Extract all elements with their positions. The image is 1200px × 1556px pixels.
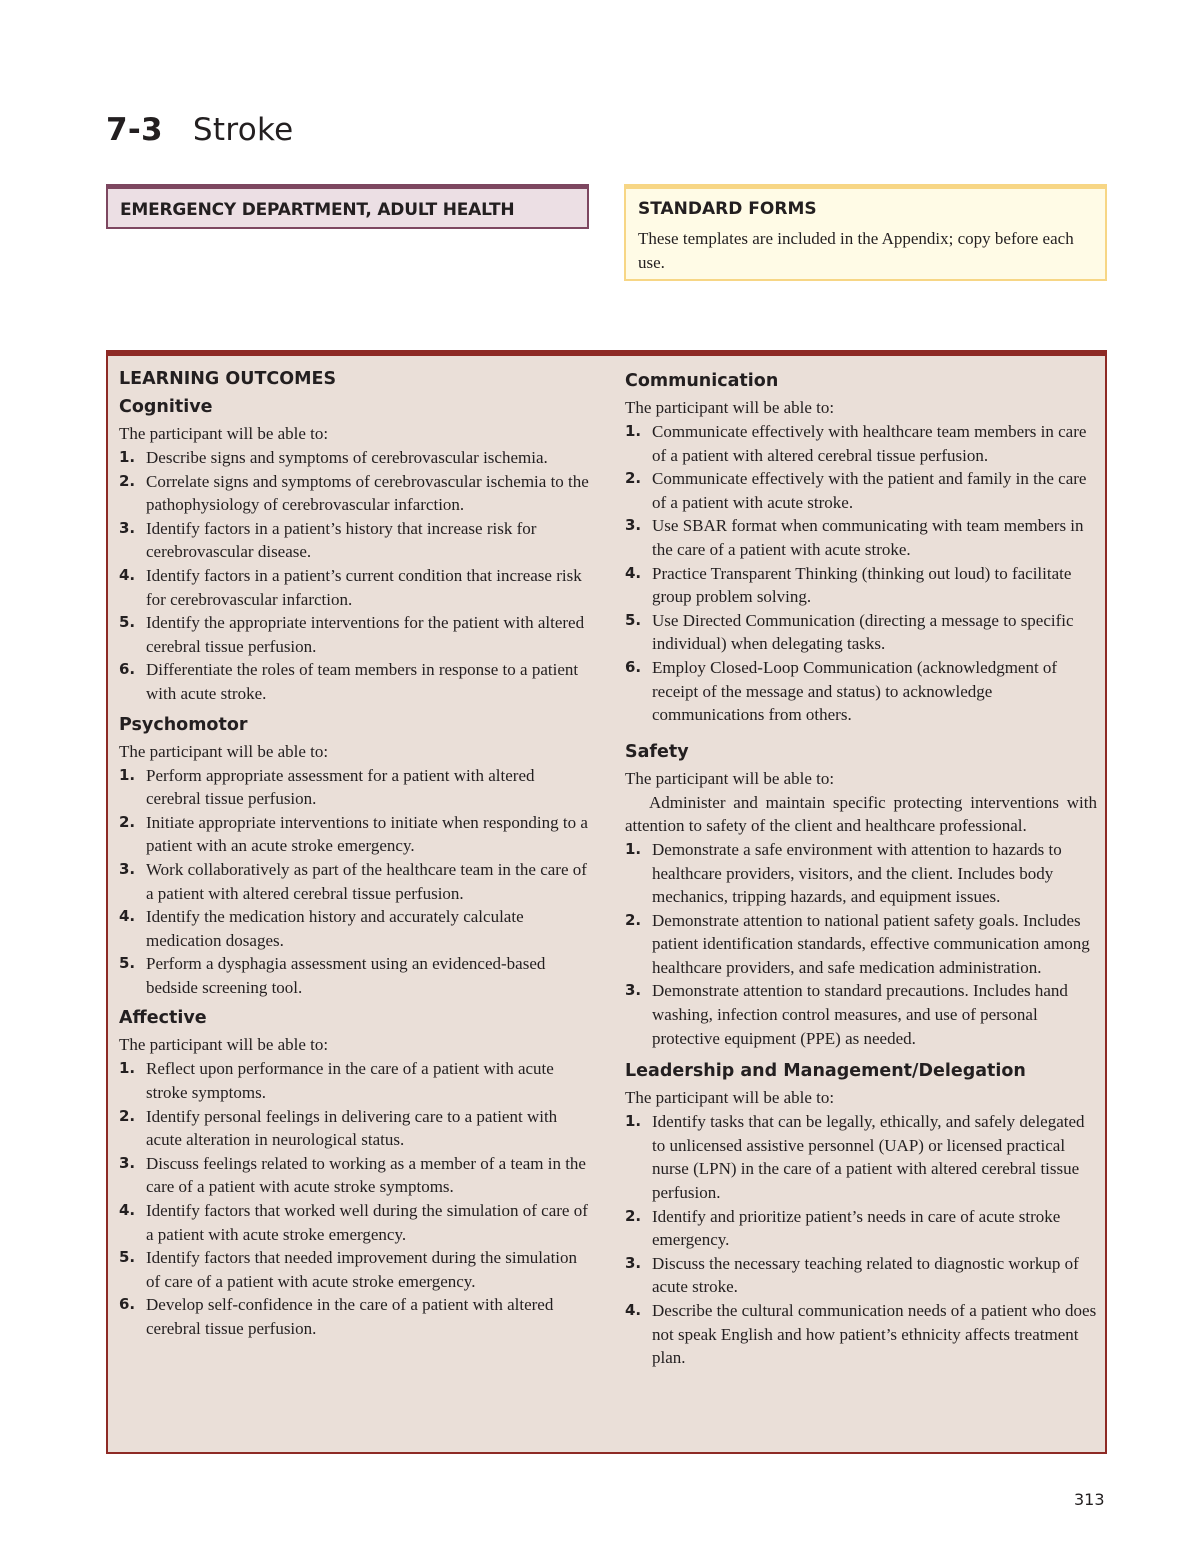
list-item-number: 6.: [119, 660, 136, 679]
list-item: [119, 1293, 593, 1340]
list-item-text: Initiate appropriate interventions to initiate when responding to a patient with an acute stroke emergency.: [146, 812, 588, 856]
list-item-text: Identify factors in a patient’s current condition that increase risk for cerebrovascular infarction.: [146, 565, 582, 609]
list-item: [119, 1152, 593, 1199]
list-item: [625, 1110, 1097, 1204]
safety-paragraph: Administer and maintain specific protecting interventions with attention to safety of the client and healthcare professional.: [625, 792, 1097, 836]
list-item: [119, 811, 593, 858]
list-item-text: Demonstrate attention to standard precautions. Includes hand washing, infection control measures, and use of personal protective equipment (PPE) as needed.: [652, 981, 1068, 1048]
list-item: [625, 979, 1097, 1050]
department-banner: [106, 184, 589, 229]
page-number: 313: [1074, 1490, 1105, 1509]
list-item-text: Identify tasks that can be legally, ethically, and safely delegated to unlicensed assistive personnel (UAP) or licensed practical nurse (LPN) in the care of a patient with altered cerebral tissue perfusion.: [652, 1112, 1085, 1203]
list-item-text: Identify and prioritize patient’s needs in care of acute stroke emergency.: [652, 1206, 1061, 1250]
list-item: [625, 467, 1097, 514]
list-item: [625, 1252, 1097, 1299]
safety-intro: The participant will be able to:: [625, 768, 835, 788]
list-item-text: Practice Transparent Thinking (thinking out loud) to facilitate group problem solving.: [652, 563, 1072, 607]
list-item-number: 1.: [625, 422, 642, 440]
outcomes-left-column: [119, 366, 593, 1341]
communication-list: [625, 420, 1097, 727]
list-item: [625, 909, 1097, 980]
psychomotor-list: [119, 764, 593, 1000]
affective-title: Affective: [119, 1008, 207, 1029]
psychomotor-title: Psychomotor: [119, 714, 248, 735]
list-item-number: 4.: [625, 1301, 642, 1319]
list-item-number: 2.: [625, 469, 642, 488]
list-item: [119, 446, 593, 470]
leadership-intro: The participant will be able to:: [625, 1088, 835, 1108]
list-item-number: 5.: [119, 1248, 136, 1267]
list-item-number: 6.: [119, 1295, 136, 1314]
list-item-number: 4.: [625, 563, 642, 582]
list-item-number: 3.: [119, 859, 136, 878]
list-item-text: Demonstrate attention to national patient safety goals. Includes patient identification standards, effective communication among healthcare providers, and safe medication administration.: [652, 910, 1090, 977]
list-item-number: 3.: [625, 516, 642, 535]
list-item: [119, 1105, 593, 1152]
list-item: [119, 1057, 593, 1104]
list-item-text: Communicate effectively with the patient and family in the care of a patient with acute stroke.: [652, 469, 1087, 512]
cognitive-intro: The participant will be able to:: [119, 424, 329, 443]
list-item-text: Identify factors that needed improvement during the simulation of care of a patient with acute stroke emergency.: [146, 1248, 578, 1291]
safety-list: [625, 838, 1097, 1050]
list-item-text: Demonstrate a safe environment with attention to hazards to healthcare providers, visitors, and the client. Includes body mechanics, tripping hazards, and equipment issues.: [652, 839, 1062, 907]
list-item-number: 2.: [119, 812, 136, 831]
list-item-number: 2.: [119, 1106, 136, 1125]
list-item: [625, 514, 1097, 561]
list-item: [119, 1199, 593, 1246]
leadership-title: Leadership and Management/Delegation: [625, 1061, 1026, 1082]
list-item-number: 2.: [625, 910, 642, 929]
chapter-name: Stroke: [192, 112, 294, 148]
list-item: [625, 656, 1097, 727]
standard-forms-heading: STANDARD FORMS: [638, 199, 817, 219]
leadership-list: [625, 1110, 1097, 1370]
list-item: [119, 858, 593, 905]
list-item-text: Identify factors in a patient’s history that increase risk for cerebrovascular disease.: [146, 518, 537, 562]
list-item-number: 4.: [119, 907, 136, 926]
list-item-text: Work collaboratively as part of the healthcare team in the care of a patient with altered cerebral tissue perfusion.: [146, 859, 587, 903]
list-item-number: 3.: [119, 518, 136, 537]
list-item-text: Perform a dysphagia assessment using an evidenced-based bedside screening tool.: [146, 954, 546, 997]
list-item-number: 1.: [119, 765, 136, 784]
list-item-number: 1.: [625, 1112, 642, 1131]
chapter-number: 7-3: [106, 112, 163, 148]
list-item-text: Identify the medication history and accurately calculate medication dosages.: [146, 907, 524, 950]
list-item-text: Use SBAR format when communicating with team members in the care of a patient with acute stroke.: [652, 516, 1084, 559]
list-item: [625, 1299, 1097, 1370]
list-item-text: Discuss feelings related to working as a member of a team in the care of a patient with acute stroke symptoms.: [146, 1153, 586, 1197]
list-item-number: 3.: [625, 981, 642, 1000]
affective-intro: The participant will be able to:: [119, 1035, 329, 1055]
list-item-number: 1.: [119, 448, 136, 466]
list-item-text: Discuss the necessary teaching related to diagnostic workup of acute stroke.: [652, 1253, 1079, 1297]
cognitive-list: [119, 446, 593, 706]
psychomotor-intro: The participant will be able to:: [119, 741, 329, 761]
affective-list: [119, 1057, 593, 1340]
list-item-text: Communicate effectively with healthcare team members in care of a patient with altered cerebral tissue perfusion.: [652, 422, 1087, 465]
list-item-number: 1.: [119, 1059, 136, 1078]
list-item-text: Develop self-confidence in the care of a patient with altered cerebral tissue perfusion.: [146, 1295, 554, 1338]
list-item: [119, 764, 593, 811]
list-item: [119, 470, 593, 517]
learning-outcomes-heading: LEARNING OUTCOMES: [119, 369, 337, 389]
learning-outcomes-box: [106, 350, 1107, 1454]
list-item: [119, 905, 593, 952]
list-item-text: Describe signs and symptoms of cerebrovascular ischemia.: [146, 448, 548, 467]
list-item-text: Identify factors that worked well during the simulation of care of a patient with acute stroke emergency.: [146, 1201, 588, 1244]
list-item: [119, 1246, 593, 1293]
outcomes-right-column: [625, 366, 1097, 1370]
list-item-number: 4.: [119, 565, 136, 584]
list-item-text: Differentiate the roles of team members in response to a patient with acute stroke.: [146, 660, 579, 703]
list-item-text: Correlate signs and symptoms of cerebrovascular ischemia to the pathophysiology of cerebrovascular infarction.: [146, 471, 589, 515]
list-item-text: Employ Closed-Loop Communication (acknowledgment of receipt of the message and status) to acknowledge communications from others.: [652, 657, 1058, 725]
list-item-number: 3.: [625, 1253, 642, 1272]
list-item: [119, 517, 593, 564]
list-item: [625, 420, 1097, 467]
list-item-text: Identify personal feelings in delivering care to a patient with acute alteration in neurological status.: [146, 1106, 558, 1150]
list-item-text: Use Directed Communication (directing a message to specific individual) when delegating tasks.: [652, 610, 1074, 654]
department-label: EMERGENCY DEPARTMENT, ADULT HEALTH: [120, 200, 515, 220]
list-item-number: 3.: [119, 1153, 136, 1172]
list-item-number: 5.: [119, 613, 136, 632]
list-item-number: 2.: [625, 1206, 642, 1225]
list-item-text: Perform appropriate assessment for a patient with altered cerebral tissue perfusion.: [146, 765, 535, 809]
communication-intro: The participant will be able to:: [625, 398, 835, 417]
list-item: [625, 838, 1097, 909]
list-item-number: 6.: [625, 657, 642, 676]
list-item-text: Reflect upon performance in the care of a patient with acute stroke symptoms.: [146, 1059, 554, 1103]
list-item-number: 1.: [625, 839, 642, 858]
list-item-number: 4.: [119, 1201, 136, 1220]
chapter-title: [106, 112, 294, 148]
communication-title: Communication: [625, 371, 779, 391]
standard-forms-text: These templates are included in the Appendix; copy before each use.: [638, 229, 1074, 272]
list-item-number: 5.: [119, 954, 136, 973]
list-item-number: 2.: [119, 471, 136, 490]
list-item: [119, 952, 593, 999]
list-item: [625, 1205, 1097, 1252]
standard-forms-box: [624, 184, 1107, 281]
list-item: [119, 611, 593, 658]
list-item: [625, 609, 1097, 656]
list-item: [119, 564, 593, 611]
safety-title: Safety: [625, 741, 689, 762]
list-item: [625, 562, 1097, 609]
list-item: [119, 658, 593, 705]
cognitive-title: Cognitive: [119, 397, 213, 417]
list-item-text: Identify the appropriate interventions for the patient with altered cerebral tissue perfusion.: [146, 613, 585, 656]
list-item-text: Describe the cultural communication needs of a patient who does not speak English and how patient’s ethnicity affects treatment plan.: [652, 1301, 1097, 1368]
list-item-number: 5.: [625, 610, 642, 629]
